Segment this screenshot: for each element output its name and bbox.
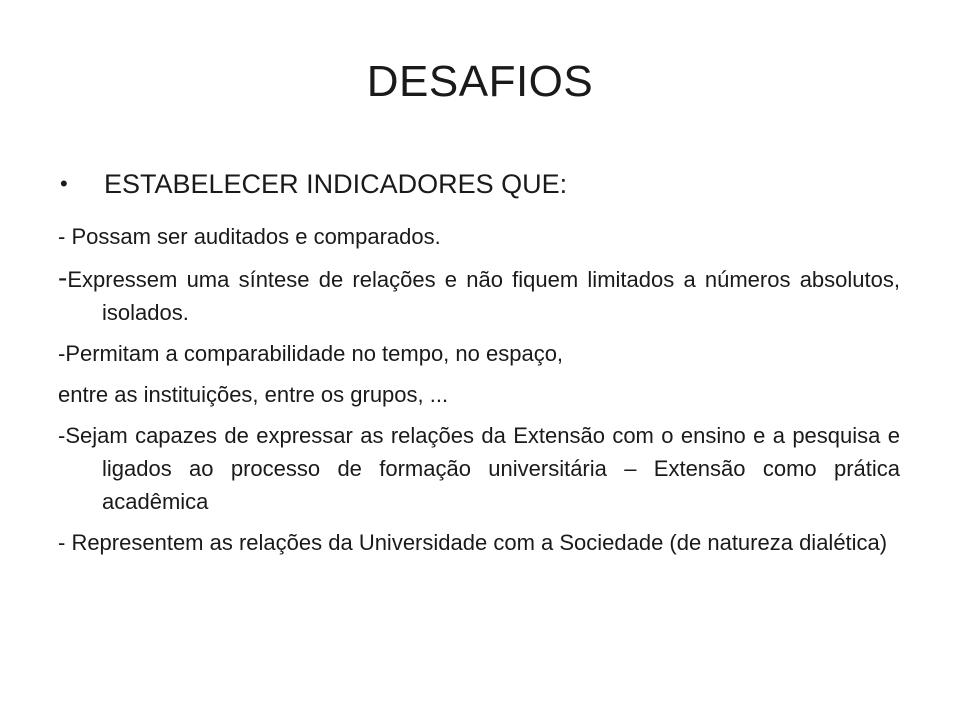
list-item-text: - Possam ser auditados e comparados. [58,224,441,249]
list-item-text: -Permitam a comparabilidade no tempo, no espaço, [58,341,564,366]
list-item [58,261,900,329]
indicator-list [58,220,900,567]
list-item-text: - Representem as relações da Universidade com a Sociedade (de natureza dialética) [58,530,888,555]
list-item [58,419,900,518]
list-item-text: Expressem uma síntese de relações e não fiquem limitados a números absolutos, isolados. [67,267,900,325]
list-item [58,337,900,370]
list-item-text: -Sejam capazes de expressar as relações da Extensão com o ensino e a pesquisa e ligados ao processo de formação universitária – Extensão como prática acadêmica [58,423,900,514]
list-item [58,378,900,411]
main-bullet [60,168,900,200]
list-item-dash: - [58,262,68,293]
list-item-text: entre as instituições, entre os grupos, ... [58,382,449,407]
slide-title: DESAFIOS [366,57,594,106]
bullet-text: ESTABELECER INDICADORES QUE: [104,169,568,199]
list-item [58,526,900,559]
bullet-dot-icon: • [60,171,68,196]
list-item [58,220,900,253]
